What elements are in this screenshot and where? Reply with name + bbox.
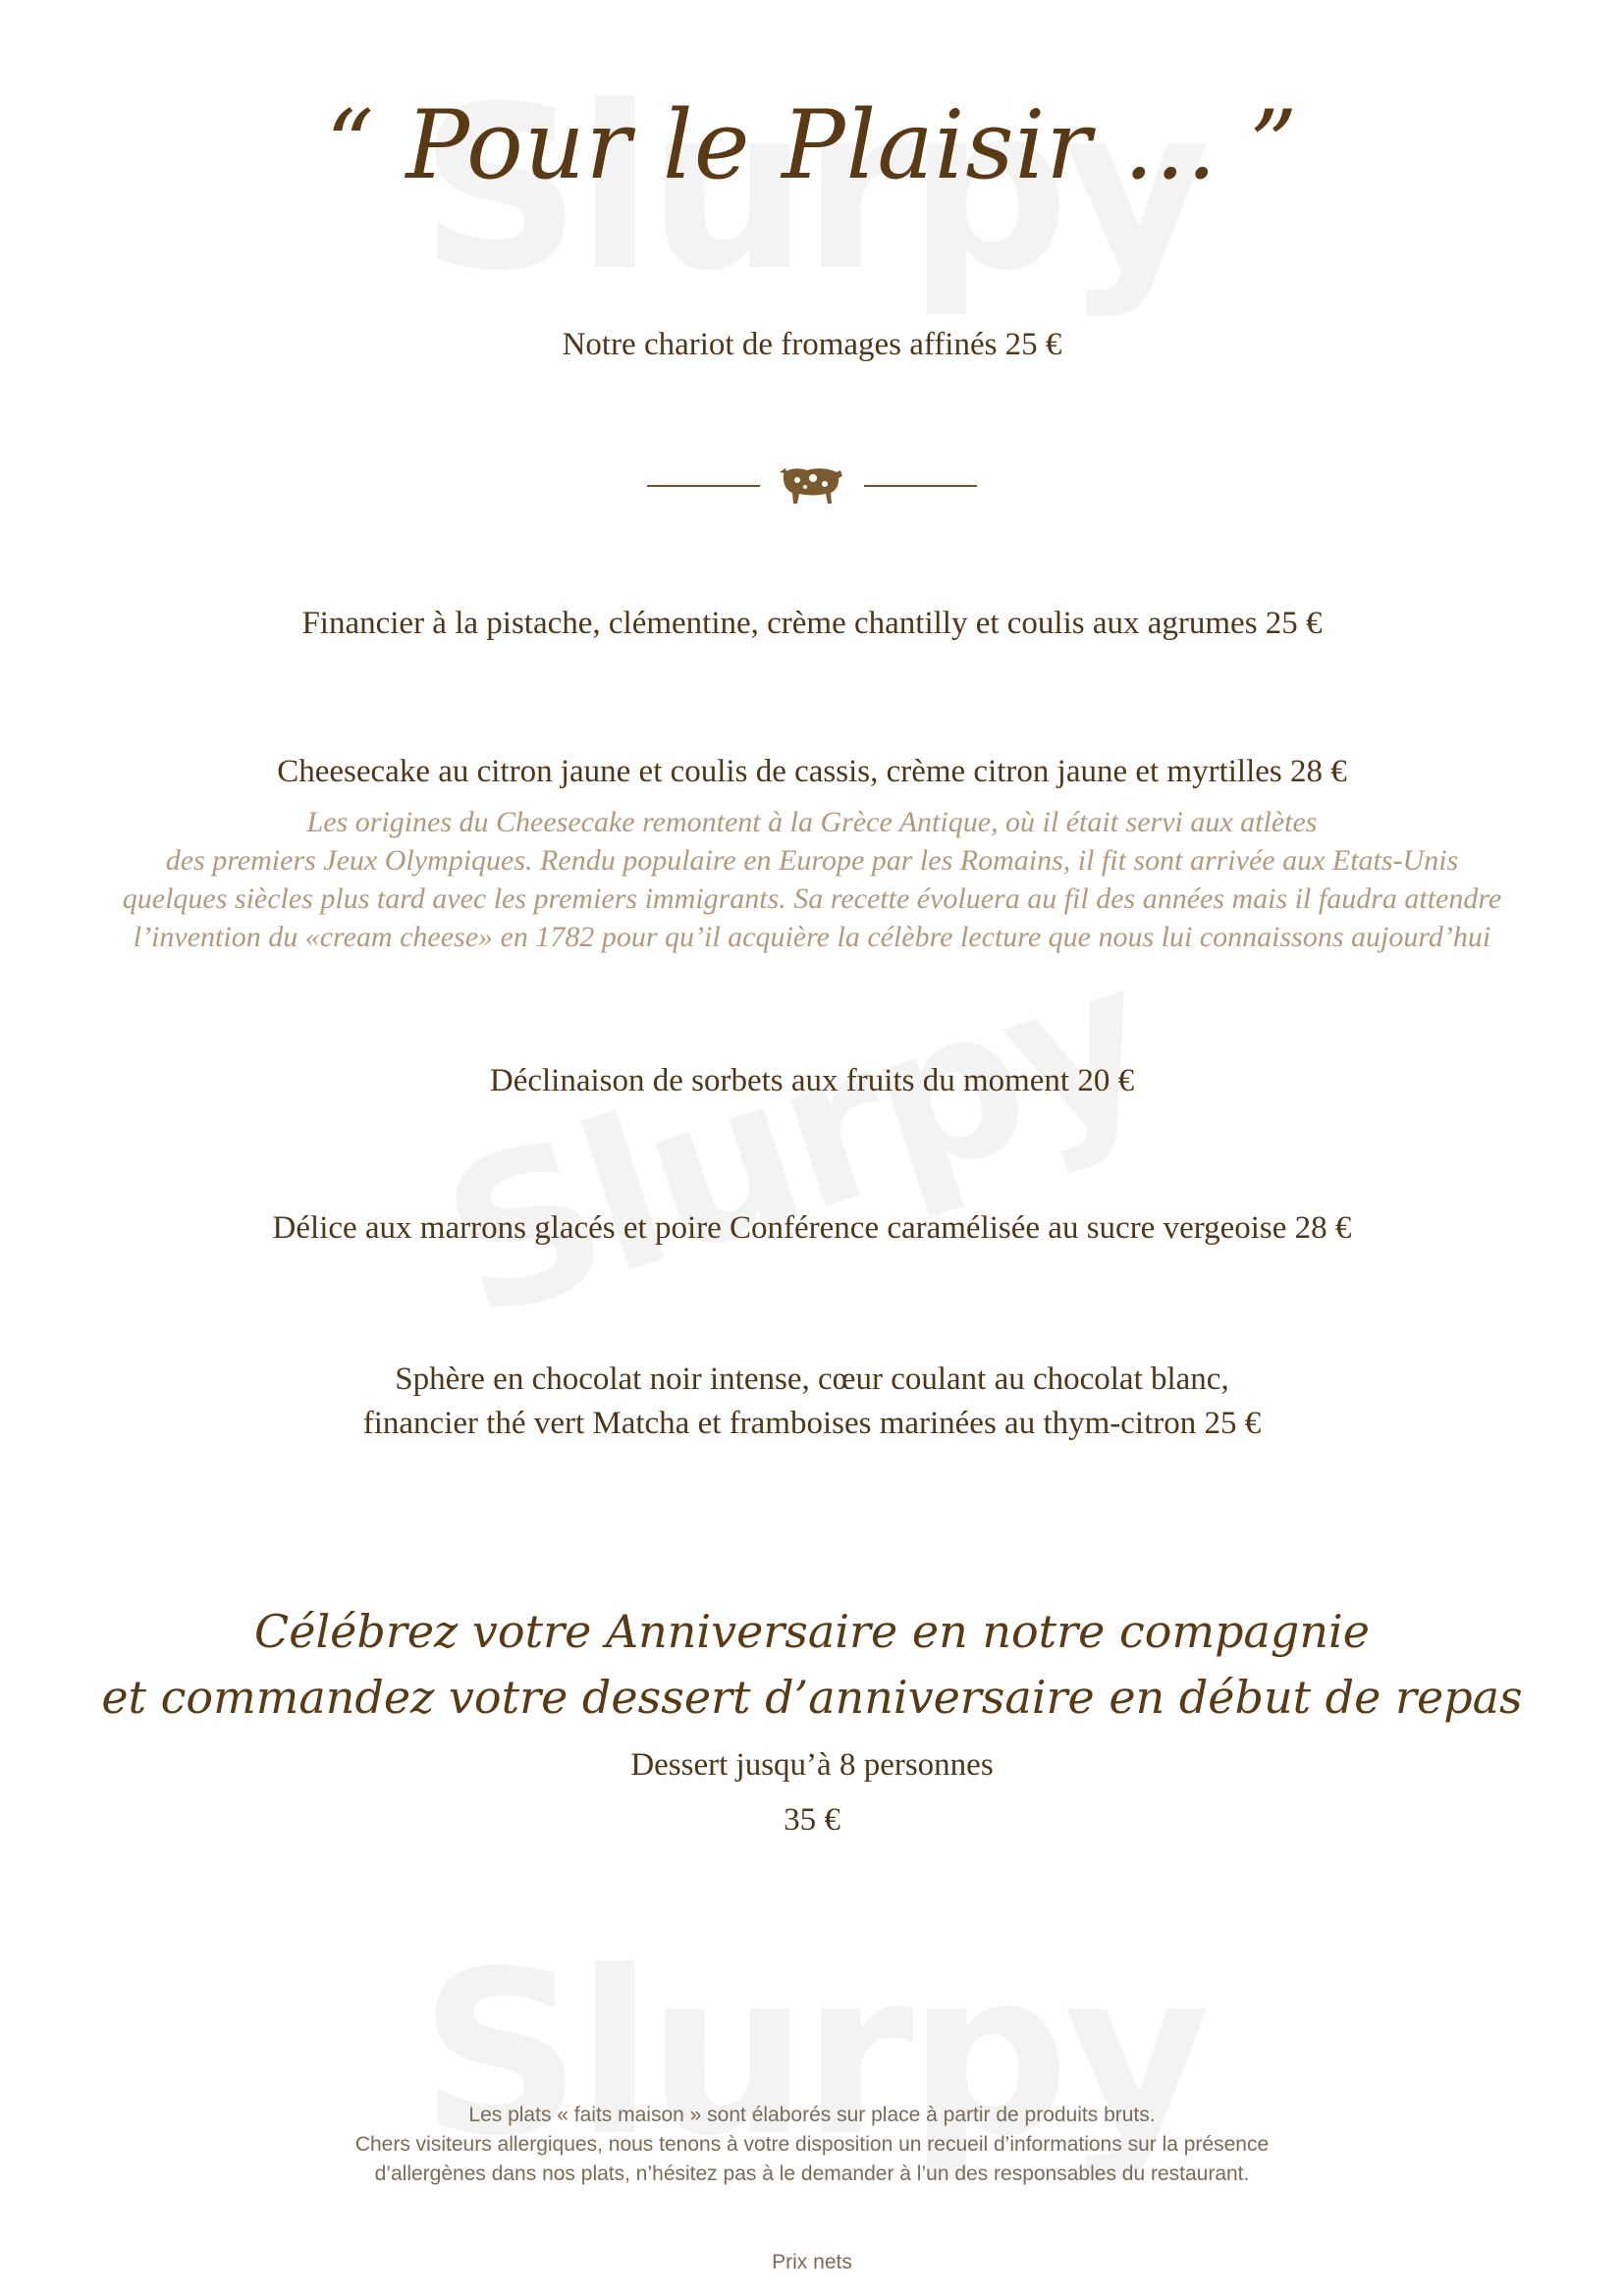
anniversary-detail: Dessert jusqu’à 8 personnes bbox=[630, 1747, 994, 1783]
footer-note: d’allergènes dans nos plats, n’hésitez pas à le demander à l’un des responsables du restaurant. bbox=[374, 2163, 1250, 2185]
anniversary-price: 35 € bbox=[784, 1802, 840, 1838]
dessert-item: Sphère en chocolat noir intense, cœur coulant au chocolat blanc, bbox=[395, 1362, 1229, 1397]
anniversary-subheadline: et commandez votre dessert d’anniversaire en début de repas bbox=[101, 1671, 1523, 1724]
page-title: “ Pour le Plaisir … ” bbox=[325, 90, 1299, 200]
dessert-description: Les origines du Cheesecake remontent à la Grèce Antique, où il était servi aux atlètes bbox=[306, 806, 1318, 838]
cheese-item: Notre chariot de fromages affinés 25 € bbox=[562, 327, 1062, 362]
footer-note: Les plats « faits maison » sont élaborés sur place à partir de produits bruts. bbox=[468, 2104, 1156, 2126]
footer-note: Chers visiteurs allergiques, nous tenons à votre disposition un recueil d’informations sur la présence bbox=[354, 2133, 1270, 2156]
dessert-description: l’invention du «cream cheese» en 1782 pour qu’il acquière la célèbre lecture que nous lui connaissons aujourd’hui bbox=[133, 921, 1491, 953]
divider-rule-left bbox=[647, 485, 760, 487]
dessert-description: des premiers Jeux Olympiques. Rendu populaire en Europe par les Romains, il fit sont arrivée aux Etats-Unis bbox=[165, 844, 1459, 877]
dessert-item: Délice aux marrons glacés et poire Conférence caramélisée au sucre vergeoise 28 € bbox=[272, 1210, 1352, 1246]
watermark-logo bbox=[338, 890, 1253, 1392]
anniversary-headline: Célébrez votre Anniversaire en notre compagnie bbox=[254, 1605, 1370, 1658]
divider-rule-right bbox=[864, 485, 977, 487]
dessert-description: quelques siècles plus tard avec les premiers immigrants. Sa recette évoluera au fil des années mais il faudra attendre bbox=[122, 882, 1502, 915]
dessert-item: Cheesecake au citron jaune et coulis de cassis, crème citron jaune et myrtilles 28 € bbox=[277, 754, 1347, 789]
ornamental-divider bbox=[0, 461, 1624, 510]
prices-note: Prix nets bbox=[772, 2251, 852, 2273]
dessert-item: financier thé vert Matcha et framboises marinées au thym-citron 25 € bbox=[362, 1406, 1262, 1441]
dessert-item: Financier à la pistache, clémentine, crème chantilly et coulis aux agrumes 25 € bbox=[301, 606, 1323, 641]
ornamental-cow-icon bbox=[778, 462, 846, 509]
dessert-item: Déclinaison de sorbets aux fruits du moment 20 € bbox=[489, 1063, 1135, 1098]
